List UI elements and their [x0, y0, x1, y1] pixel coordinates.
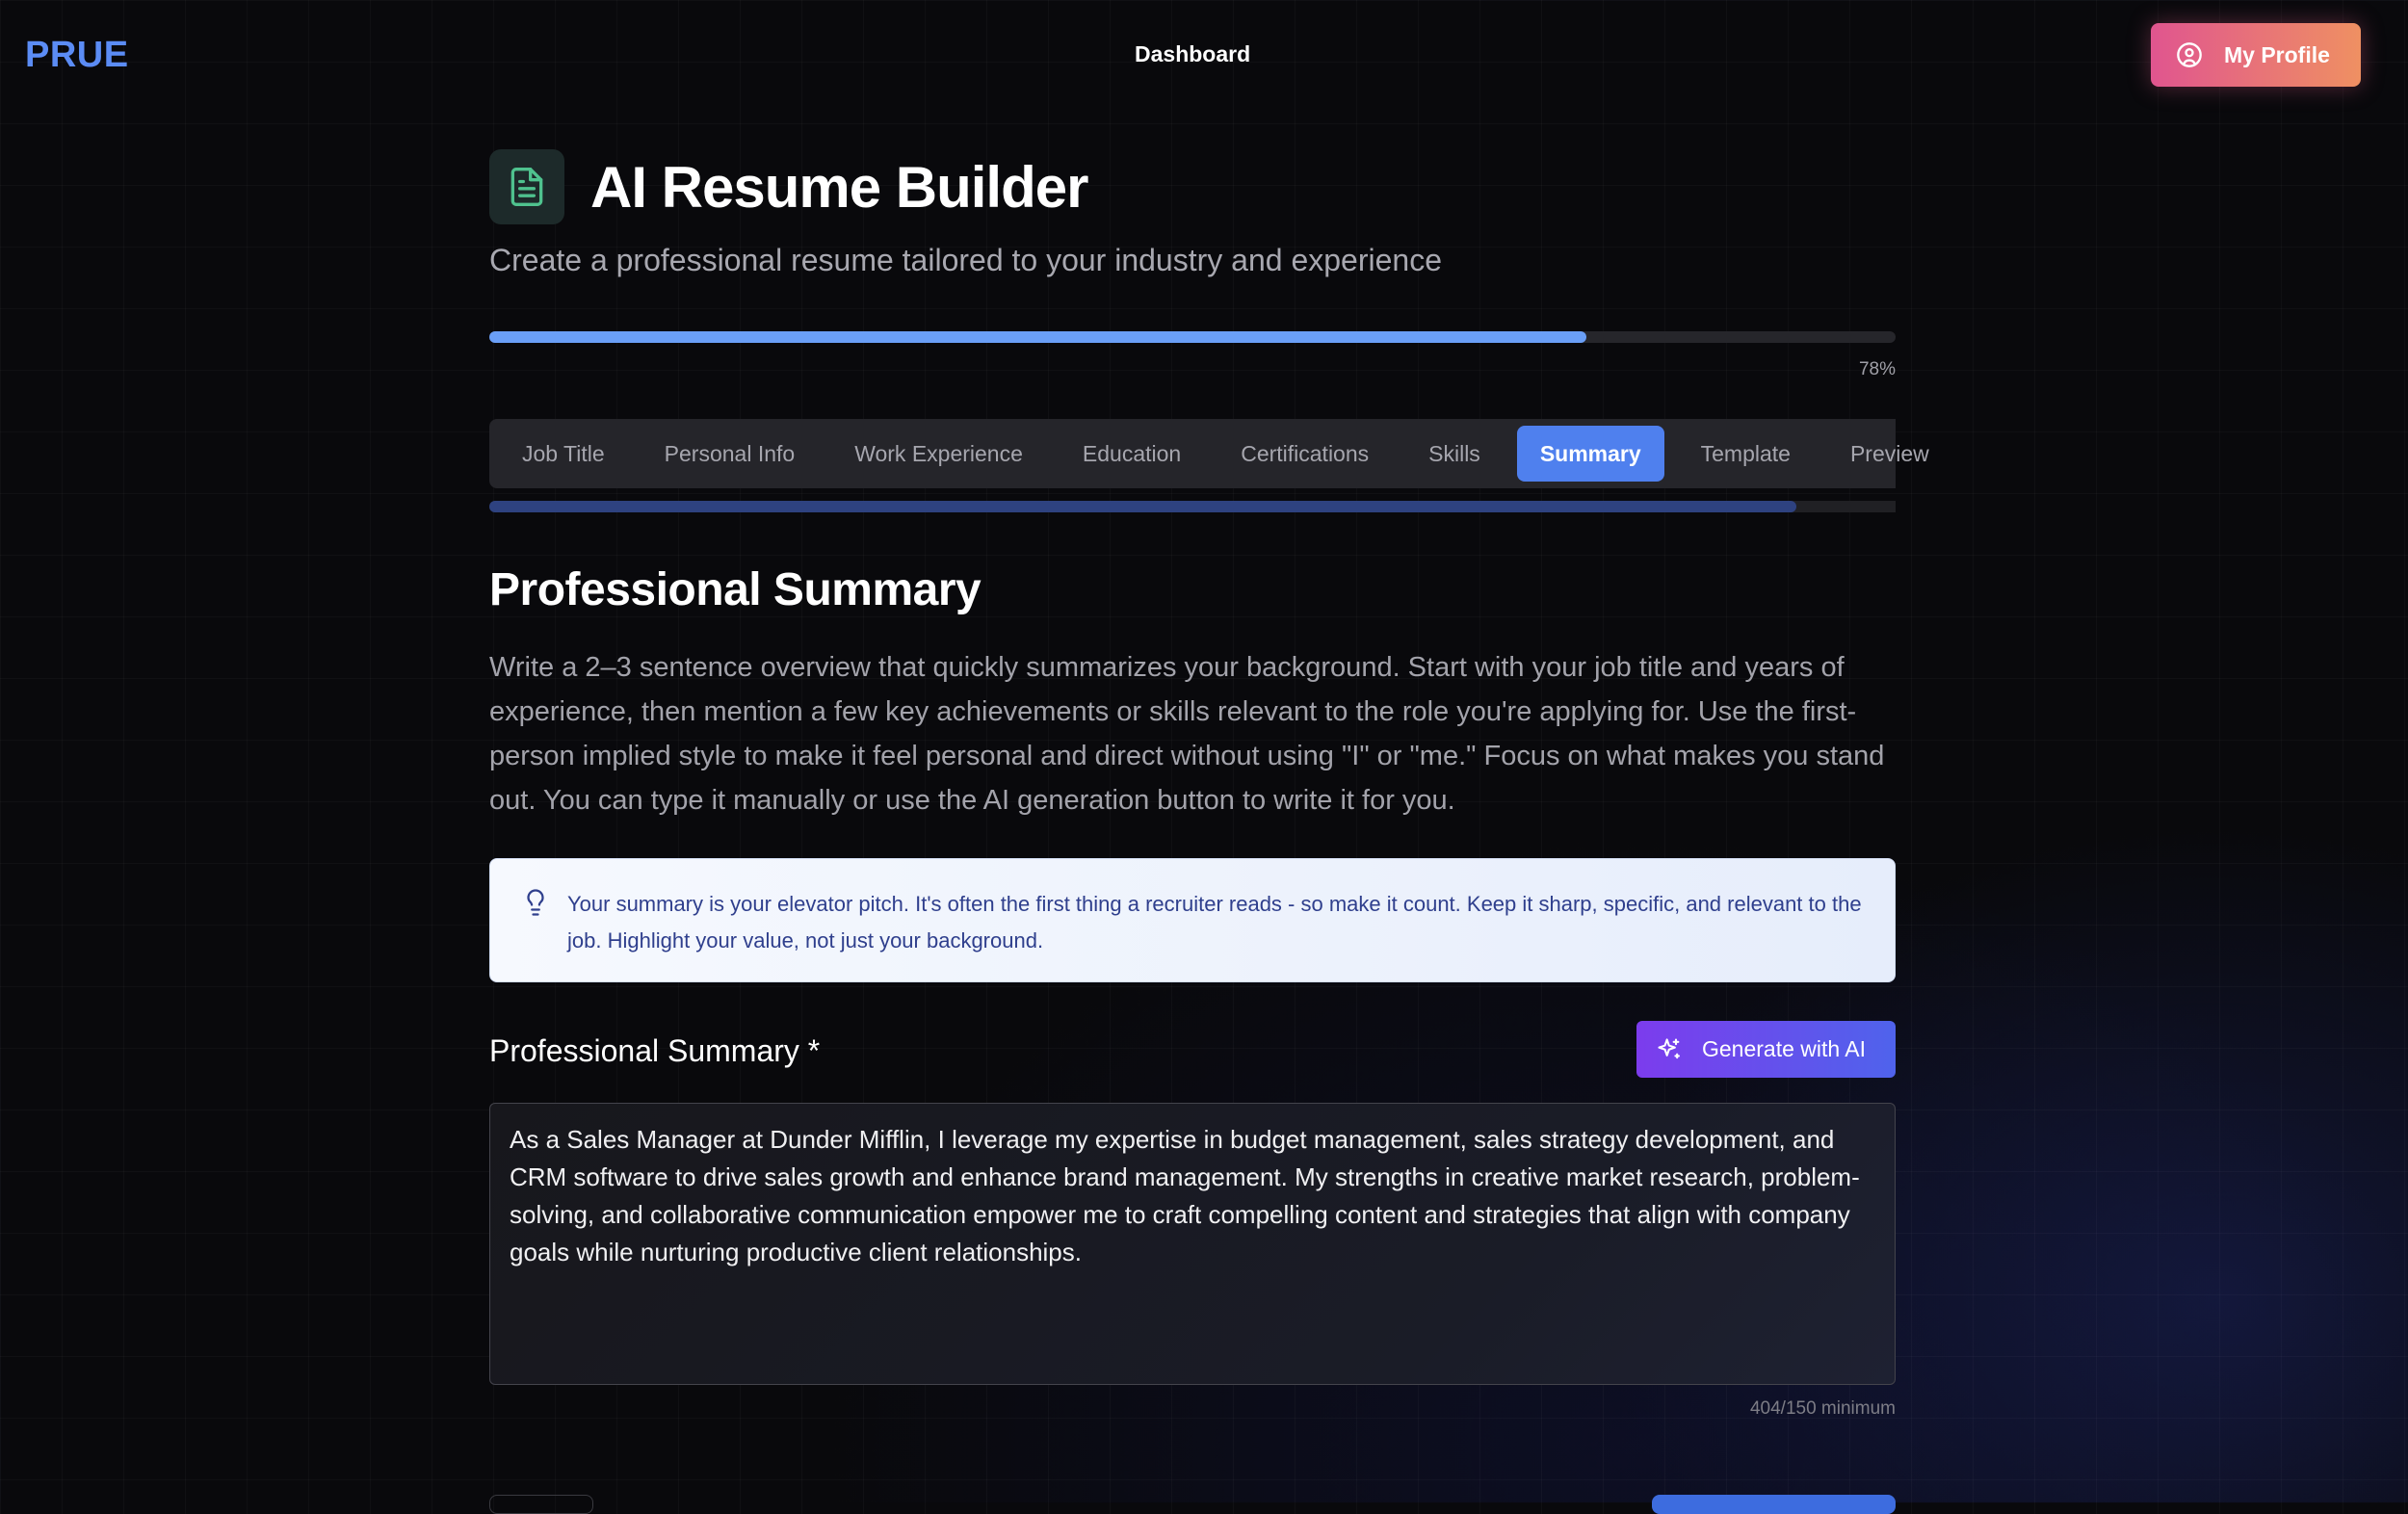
tab-work-experience[interactable]: Work Experience [854, 440, 1023, 466]
tab-certifications[interactable]: Certifications [1241, 440, 1370, 466]
progress-bar [489, 331, 1896, 343]
next-button-partial[interactable] [1652, 1495, 1896, 1514]
step-tabs [489, 419, 1929, 488]
user-circle-icon [2176, 41, 2203, 68]
tab-template[interactable]: Template [1700, 440, 1791, 466]
file-text-icon [506, 166, 548, 208]
section-heading: Professional Summary [489, 564, 982, 615]
tabs-scrollbar[interactable] [489, 501, 1896, 512]
sparkles-icon [1656, 1036, 1683, 1063]
my-profile-button[interactable] [2151, 23, 2361, 87]
character-count: 404/150 minimum [1749, 1398, 1896, 1419]
progress-label: 78% [1858, 359, 1896, 379]
tab-education[interactable]: Education [1082, 440, 1182, 466]
back-button-partial[interactable] [489, 1495, 593, 1514]
nav-dashboard-link[interactable]: Dashboard [1135, 41, 1251, 66]
progress-bar-fill [489, 331, 1586, 343]
tabs-scrollbar-thumb[interactable] [489, 501, 1796, 512]
generate-with-ai-label: Generate with AI [1702, 1036, 1867, 1061]
tab-skills[interactable]: Skills [1428, 440, 1480, 466]
page-subtitle: Create a professional resume tailored to your industry and experience [489, 243, 1442, 277]
tip-box [489, 858, 1896, 982]
tip-text: Your summary is your elevator pitch. It's often the first thing a recruiter reads - so make it count. Keep it sharp, specific, and relevant to the job. Highlight your value, not just your background. [567, 892, 1862, 953]
title-icon-container [489, 149, 564, 224]
summary-field-label: Professional Summary * [489, 1033, 821, 1068]
page-title: AI Resume Builder [590, 155, 1088, 220]
section-description: Write a 2–3 sentence overview that quickly summarizes your background. Start with your job title and years of experience, then mention a few key achievements or skills relevant to the role you're applying for. Use the first-person implied style to make it feel personal and direct without using "I" or "me." Focus on what makes you stand out. You can type it manually or use the AI generation button to write it for you. [489, 652, 1885, 816]
tab-summary[interactable]: Summary [1517, 426, 1664, 482]
tab-job-title[interactable]: Job Title [522, 440, 605, 466]
generate-with-ai-button[interactable] [1636, 1021, 1896, 1078]
tab-preview[interactable]: Preview [1849, 440, 1929, 466]
tab-personal-info[interactable]: Personal Info [664, 440, 796, 466]
logo[interactable]: PRUE [25, 35, 129, 75]
my-profile-label: My Profile [2224, 41, 2330, 67]
lightbulb-icon [521, 886, 550, 919]
professional-summary-textarea[interactable] [489, 1103, 1896, 1385]
